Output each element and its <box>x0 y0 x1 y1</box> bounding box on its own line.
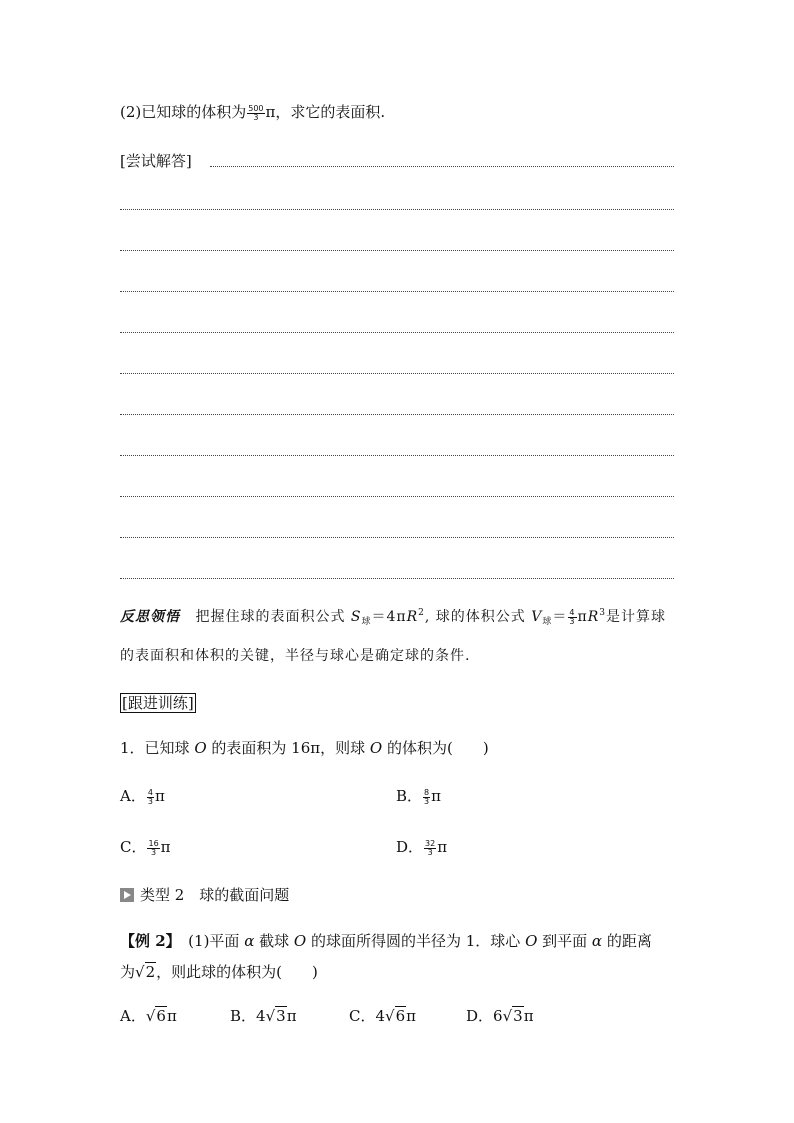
practice-label <box>120 692 196 713</box>
option-letter: C． <box>349 1007 376 1025</box>
p1-option-d[interactable] <box>396 836 447 857</box>
answer-line-4[interactable] <box>120 291 674 292</box>
radicand: 3 <box>513 1007 523 1025</box>
option-coef: 4 <box>375 1007 386 1025</box>
reflection-text: 是计算球 <box>605 609 666 625</box>
answer-line-9[interactable] <box>120 496 674 497</box>
frac-num: 4 <box>147 787 153 797</box>
example-tag: 【例 2】 <box>120 932 174 950</box>
pi-symbol: π <box>160 838 171 856</box>
pi-symbol: π <box>154 787 165 805</box>
option-fraction <box>424 840 436 857</box>
option-letter: A． <box>120 787 146 805</box>
practice-label-text: [跟进训练] <box>122 694 194 712</box>
radius-symbol: R <box>587 609 600 625</box>
answer-line-11[interactable] <box>120 578 674 579</box>
pi-symbol: π <box>431 787 441 805</box>
frac-num: 32 <box>425 838 436 848</box>
pi-symbol: π <box>406 1007 416 1025</box>
reflection-text: π <box>577 609 588 625</box>
answer-line-7[interactable] <box>120 414 674 415</box>
ex2-option-b[interactable] <box>230 1005 297 1026</box>
ex2-text: 截球 <box>254 932 294 950</box>
p1-option-a[interactable] <box>120 785 165 806</box>
frac-den: 3 <box>427 847 433 857</box>
question-2 <box>120 101 385 122</box>
option-letter: B． <box>396 787 423 805</box>
volume-subscript: 球 <box>542 617 553 627</box>
radicand: 2 <box>145 963 156 981</box>
alpha-symbol: α <box>591 932 603 950</box>
option-coef: 6 <box>493 1007 503 1025</box>
frac-num: 8 <box>424 787 430 797</box>
q2-frac-num: 500 <box>248 103 264 113</box>
ex2-option-d[interactable] <box>466 1005 534 1026</box>
option-letter: C． <box>120 838 147 856</box>
exponent-2: 2 <box>418 608 425 618</box>
option-letter: B． <box>230 1007 257 1025</box>
q2-suffix: π，求它的表面积. <box>265 103 386 121</box>
ex2-text: (1)平面 <box>173 932 245 950</box>
frac-den: 3 <box>147 796 153 806</box>
sphere-o: O <box>369 739 383 757</box>
answer-line-5[interactable] <box>120 332 674 333</box>
surface-subscript: 球 <box>361 617 372 627</box>
p1-text: 1．已知球 <box>120 739 195 757</box>
alpha-symbol: α <box>244 932 255 950</box>
pi-symbol: π <box>166 1007 177 1025</box>
sphere-o: O <box>194 739 207 757</box>
example-2-line-2 <box>120 961 318 982</box>
option-letter: D． <box>466 1007 494 1025</box>
reflection-text: ＝4π <box>371 609 407 625</box>
frac-den: 3 <box>151 847 157 857</box>
surface-symbol: S <box>350 609 362 625</box>
reflection-text: , 球的体积公式 <box>424 609 532 625</box>
answer-line-10[interactable] <box>120 537 674 538</box>
answer-label: [尝试解答] <box>120 152 192 170</box>
ex2-text: ，则此球的体积为( ) <box>156 963 318 981</box>
frac-den: 3 <box>424 796 430 806</box>
play-icon <box>120 888 134 902</box>
volume-symbol: V <box>531 609 543 625</box>
frac-num: 16 <box>148 838 159 848</box>
frac-num: 4 <box>569 607 576 617</box>
option-fraction <box>147 840 159 857</box>
ex2-text: 到平面 <box>537 932 592 950</box>
sphere-o: O <box>293 932 307 950</box>
answer-line-6[interactable] <box>120 373 674 374</box>
reflection-line-1 <box>120 606 666 627</box>
ex2-text: 的球面所得圆的半径为 1．球心 <box>306 932 526 950</box>
answer-line-8[interactable] <box>120 455 674 456</box>
exponent-3: 3 <box>599 608 606 618</box>
ex2-text: 为 <box>120 963 136 981</box>
ex2-option-c[interactable] <box>349 1005 416 1026</box>
pi-symbol: π <box>286 1007 297 1025</box>
option-fraction <box>423 789 430 806</box>
reflection-label: 反思领悟 <box>120 609 180 625</box>
radicand: 6 <box>395 1007 406 1025</box>
reflection-text: ＝ <box>552 609 568 625</box>
answer-line-2[interactable] <box>120 209 674 210</box>
q2-fraction <box>247 105 264 122</box>
type2-label: 类型 2 球的截面问题 <box>140 886 290 904</box>
example-2-line-1 <box>120 930 652 951</box>
q2-frac-den: 3 <box>253 112 259 122</box>
option-coef: 4 <box>256 1007 266 1025</box>
type2-heading <box>120 884 289 905</box>
sqrt: √6 <box>145 1007 166 1025</box>
answer-line-1[interactable] <box>210 166 674 167</box>
sphere-o: O <box>525 932 538 950</box>
reflection-text: 把握住球的表面积公式 <box>195 609 351 625</box>
p1-option-b[interactable] <box>396 785 441 806</box>
option-letter: A． <box>120 1007 146 1025</box>
p1-text: 的表面积为 16π，则球 <box>206 739 370 757</box>
option-letter: D． <box>396 838 424 856</box>
p1-text: 的体积为( ) <box>382 739 489 757</box>
q2-prefix: (2)已知球的体积为 <box>120 103 247 121</box>
sqrt-2: √2 <box>135 963 156 981</box>
volume-fraction <box>568 609 576 626</box>
sqrt: √6 <box>385 1007 406 1025</box>
sqrt: √3 <box>265 1007 286 1025</box>
option-fraction <box>147 789 154 806</box>
sqrt: √3 <box>502 1007 523 1025</box>
pi-symbol: π <box>437 838 448 856</box>
pi-symbol: π <box>523 1007 534 1025</box>
frac-den: 3 <box>569 616 576 626</box>
practice-question-1 <box>120 737 489 758</box>
radicand: 6 <box>156 1007 166 1025</box>
ex2-option-a[interactable] <box>120 1005 177 1026</box>
answer-line-3[interactable] <box>120 250 674 251</box>
reflection-line-2: 的表面积和体积的关键，半径与球心是确定球的条件. <box>120 648 471 664</box>
radicand: 3 <box>276 1007 286 1025</box>
radius-symbol: R <box>406 609 419 625</box>
p1-option-c[interactable] <box>120 836 171 857</box>
ex2-text: 的距离 <box>602 932 652 950</box>
